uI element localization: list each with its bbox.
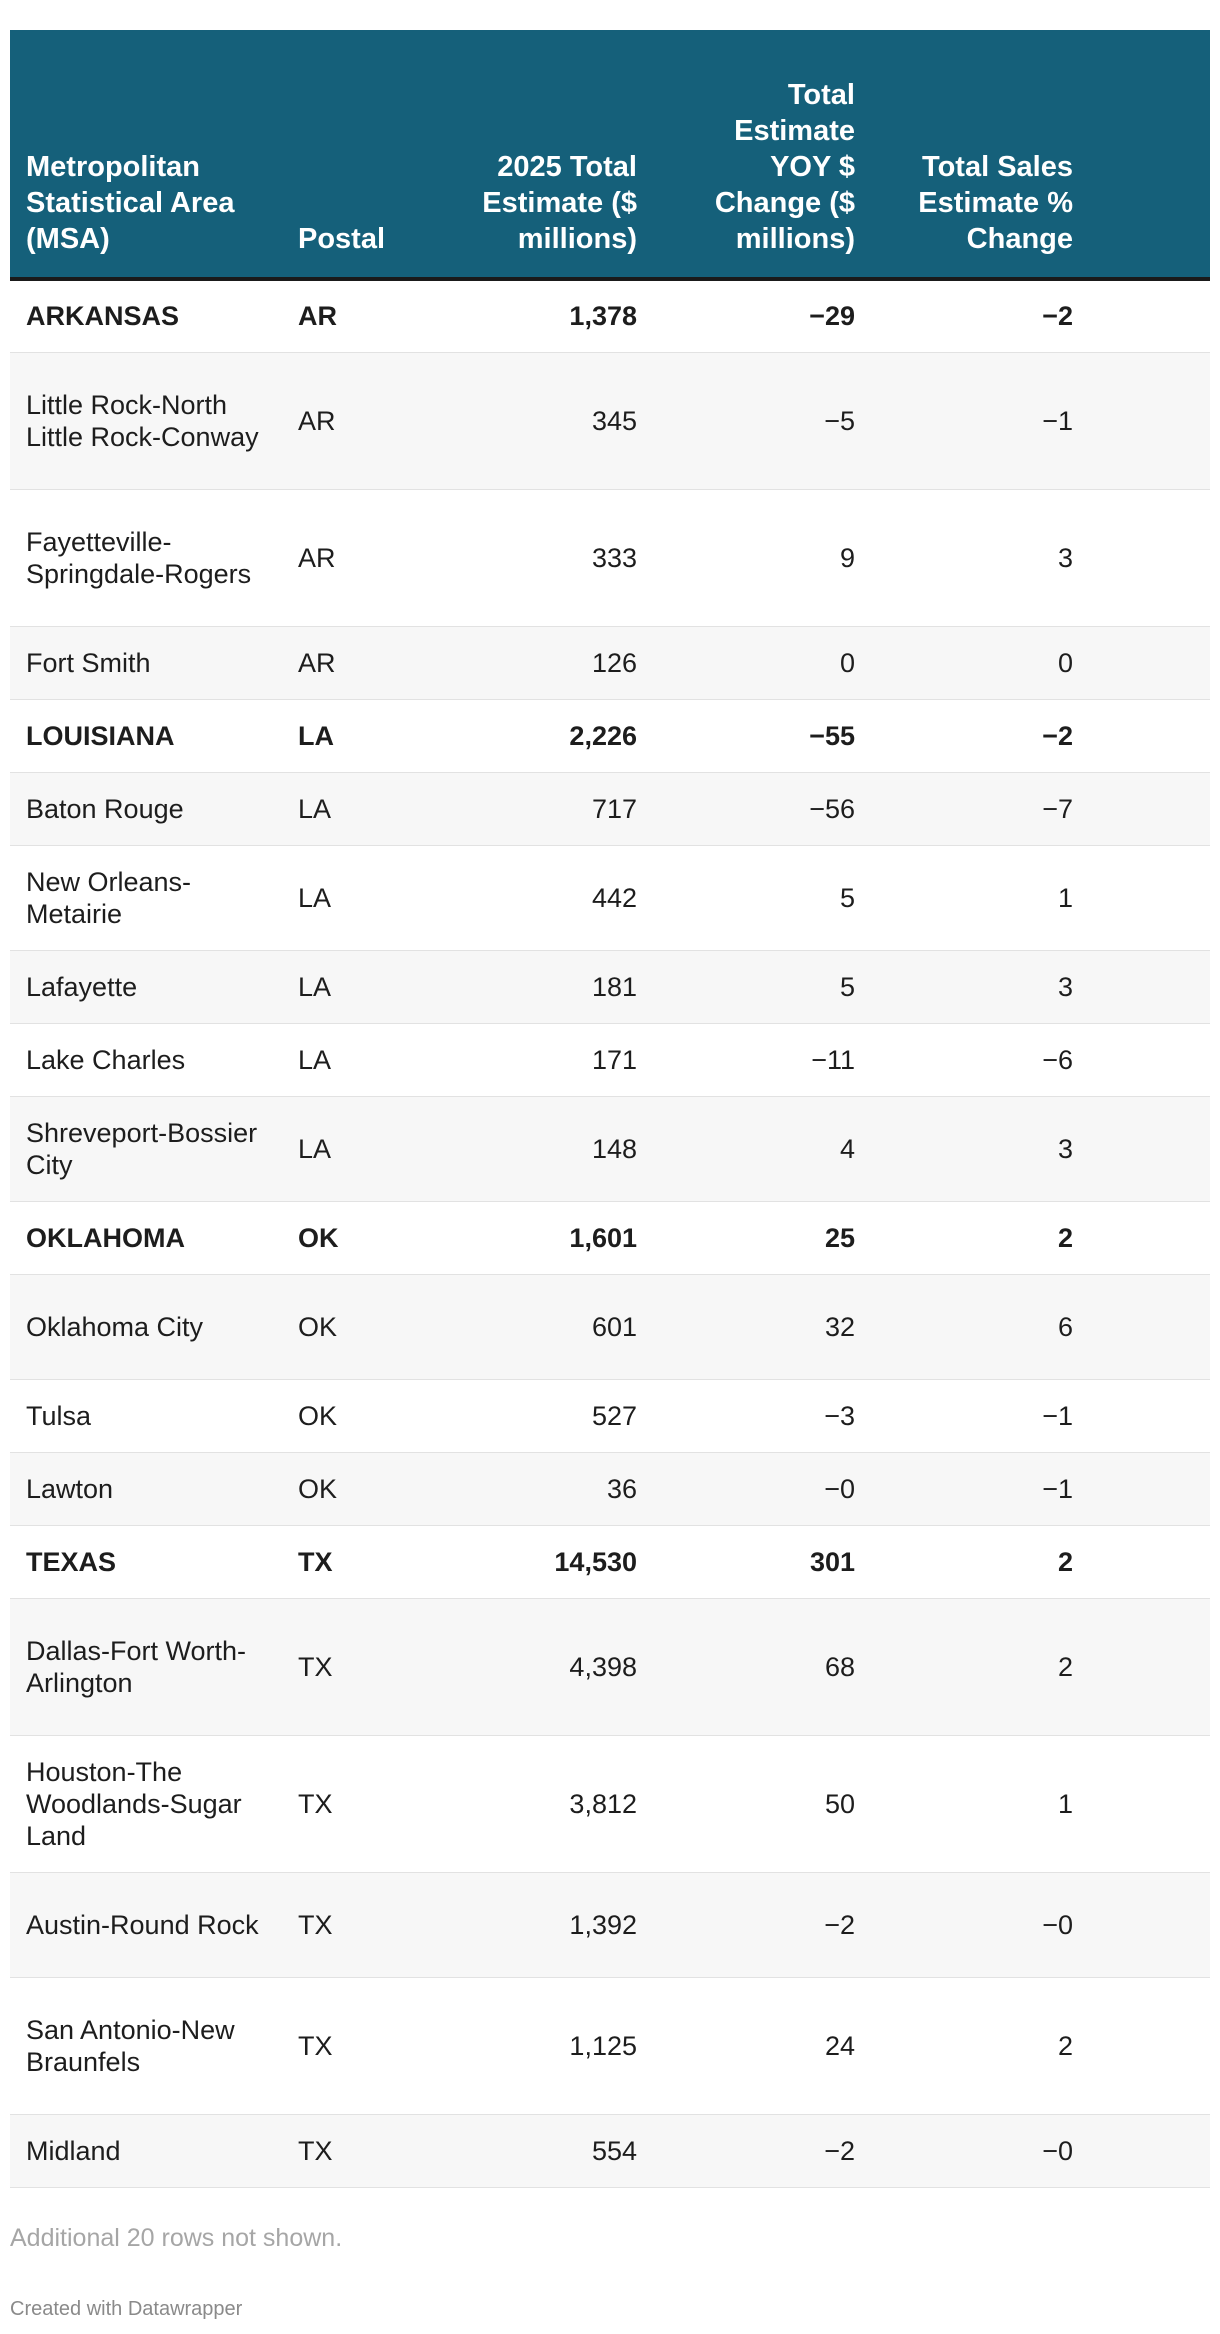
- table-row: [10, 1274, 1210, 1379]
- cell-postal: OK: [298, 1400, 338, 1431]
- cell-spacer: [1089, 489, 1210, 626]
- table-row: [10, 626, 1210, 699]
- header-spacer: [1089, 30, 1210, 279]
- cell-pct-change: −0: [1042, 1909, 1073, 1940]
- cell-total-estimate: 333: [591, 542, 637, 573]
- table-row: [10, 1096, 1210, 1201]
- table-row: [10, 1023, 1210, 1096]
- cell-pct-change: 6: [1057, 1311, 1073, 1342]
- data-table-chart: [10, 30, 1210, 2188]
- cell-yoy-change: 5: [839, 882, 855, 913]
- cell-msa: Midland: [26, 2135, 121, 2166]
- cell-yoy-change: 301: [809, 1546, 855, 1577]
- cell-total-estimate: 2,226: [569, 720, 637, 751]
- cell-total-estimate: 148: [591, 1133, 637, 1164]
- cell-msa: San Antonio-New Braunfels: [26, 2014, 235, 2077]
- cell-msa: LOUISIANA: [26, 720, 175, 751]
- cell-postal: AR: [298, 647, 336, 678]
- cell-postal: TX: [298, 1546, 333, 1577]
- cell-yoy-change: −0: [824, 1473, 855, 1504]
- cell-spacer: [1089, 1452, 1210, 1525]
- cell-spacer: [1089, 772, 1210, 845]
- cell-msa: OKLAHOMA: [26, 1222, 185, 1253]
- cell-msa: Lafayette: [26, 971, 138, 1002]
- cell-postal: OK: [298, 1222, 339, 1253]
- table-row: [10, 489, 1210, 626]
- cell-postal: LA: [298, 971, 332, 1002]
- cell-postal: LA: [298, 1133, 332, 1164]
- cell-spacer: [1089, 1598, 1210, 1735]
- cell-pct-change: 2: [1057, 1222, 1073, 1253]
- cell-yoy-change: 4: [839, 1133, 855, 1164]
- cell-spacer: [1089, 1977, 1210, 2114]
- cell-pct-change: 3: [1057, 1133, 1073, 1164]
- table-notes: Additional 20 rows not shown.: [10, 2224, 343, 2252]
- cell-total-estimate: 1,601: [569, 1222, 637, 1253]
- table-row: [10, 950, 1210, 1023]
- cell-yoy-change: 0: [839, 647, 855, 678]
- cell-msa: Lake Charles: [26, 1044, 186, 1075]
- cell-spacer: [1089, 1274, 1210, 1379]
- cell-msa: Houston-The Woodlands-Sugar Land: [26, 1756, 242, 1851]
- cell-pct-change: 3: [1057, 542, 1073, 573]
- header-pct-change: Total Sales Estimate % Change: [871, 30, 1089, 279]
- cell-total-estimate: 126: [591, 647, 637, 678]
- table-row: [10, 1977, 1210, 2114]
- cell-yoy-change: −55: [809, 720, 855, 751]
- cell-pct-change: −0: [1042, 2135, 1073, 2166]
- header-postal: Postal: [282, 30, 435, 279]
- cell-spacer: [1089, 1201, 1210, 1274]
- cell-pct-change: 1: [1057, 882, 1073, 913]
- cell-msa: TEXAS: [26, 1546, 117, 1577]
- table-row-state: [10, 1201, 1210, 1274]
- cell-msa: Little Rock-North Little Rock-Conway: [26, 389, 259, 452]
- cell-postal: OK: [298, 1311, 338, 1342]
- cell-spacer: [1089, 279, 1210, 352]
- table-row: [10, 1872, 1210, 1977]
- cell-pct-change: −1: [1042, 1473, 1073, 1504]
- cell-postal: AR: [298, 405, 336, 436]
- cell-total-estimate: 4,398: [569, 1651, 637, 1682]
- cell-postal: AR: [298, 301, 337, 332]
- cell-yoy-change: 50: [824, 1788, 855, 1819]
- table-row: [10, 845, 1210, 950]
- cell-msa: Lawton: [26, 1473, 114, 1504]
- cell-pct-change: −6: [1042, 1044, 1073, 1075]
- table-row: [10, 1598, 1210, 1735]
- cell-yoy-change: −2: [824, 1909, 855, 1940]
- cell-msa: Fort Smith: [26, 647, 151, 678]
- msa-table: [10, 30, 1210, 2188]
- cell-spacer: [1089, 950, 1210, 1023]
- table-row-state: [10, 1525, 1210, 1598]
- cell-postal: LA: [298, 882, 332, 913]
- cell-postal: TX: [298, 1788, 333, 1819]
- cell-spacer: [1089, 1023, 1210, 1096]
- cell-pct-change: −2: [1042, 301, 1073, 332]
- cell-postal: TX: [298, 1651, 333, 1682]
- cell-yoy-change: −2: [824, 2135, 855, 2166]
- cell-yoy-change: 9: [839, 542, 855, 573]
- cell-yoy-change: 32: [824, 1311, 855, 1342]
- cell-total-estimate: 527: [591, 1400, 637, 1431]
- cell-msa: Fayetteville-Springdale-Rogers: [26, 526, 252, 589]
- cell-yoy-change: −11: [811, 1044, 855, 1075]
- table-row: [10, 1379, 1210, 1452]
- table-row-state: [10, 279, 1210, 352]
- cell-spacer: [1089, 1096, 1210, 1201]
- cell-yoy-change: −56: [809, 793, 855, 824]
- cell-pct-change: 0: [1057, 647, 1073, 678]
- cell-msa: New Orleans-Metairie: [26, 866, 192, 929]
- cell-pct-change: −2: [1042, 720, 1073, 751]
- cell-postal: TX: [298, 2030, 333, 2061]
- cell-total-estimate: 717: [591, 793, 637, 824]
- header-total-estimate: 2025 Total Estimate ($ millions): [435, 30, 653, 279]
- cell-postal: AR: [298, 542, 336, 573]
- cell-total-estimate: 36: [606, 1473, 637, 1504]
- credit-link[interactable]: Created with Datawrapper: [10, 2298, 243, 2320]
- cell-pct-change: −1: [1042, 1400, 1073, 1431]
- cell-msa: Oklahoma City: [26, 1311, 204, 1342]
- cell-postal: LA: [298, 793, 332, 824]
- cell-msa: Shreveport-Bossier City: [26, 1117, 258, 1180]
- cell-total-estimate: 442: [591, 882, 637, 913]
- cell-pct-change: −1: [1042, 405, 1073, 436]
- cell-total-estimate: 601: [591, 1311, 637, 1342]
- cell-total-estimate: 554: [591, 2135, 637, 2166]
- cell-msa: Tulsa: [26, 1400, 92, 1431]
- table-row: [10, 1452, 1210, 1525]
- cell-spacer: [1089, 1379, 1210, 1452]
- cell-spacer: [1089, 352, 1210, 489]
- header-row: [10, 30, 1210, 279]
- cell-pct-change: −7: [1042, 793, 1073, 824]
- cell-yoy-change: −3: [824, 1400, 855, 1431]
- header-msa: Metropolitan Statistical Area (MSA): [10, 30, 282, 279]
- cell-spacer: [1089, 1525, 1210, 1598]
- table-row: [10, 1735, 1210, 1872]
- cell-pct-change: 2: [1057, 1546, 1073, 1577]
- cell-total-estimate: 14,530: [554, 1546, 637, 1577]
- cell-total-estimate: 181: [591, 971, 637, 1002]
- cell-postal: LA: [298, 720, 334, 751]
- cell-total-estimate: 345: [591, 405, 637, 436]
- cell-msa: Baton Rouge: [26, 793, 184, 824]
- cell-yoy-change: −29: [809, 301, 855, 332]
- cell-pct-change: 1: [1057, 1788, 1073, 1819]
- cell-postal: LA: [298, 1044, 332, 1075]
- cell-total-estimate: 1,392: [569, 1909, 637, 1940]
- cell-msa: ARKANSAS: [26, 301, 180, 332]
- cell-total-estimate: 171: [591, 1044, 637, 1075]
- cell-yoy-change: 24: [824, 2030, 855, 2061]
- cell-yoy-change: 5: [839, 971, 855, 1002]
- cell-msa: Austin-Round Rock: [26, 1909, 259, 1940]
- cell-spacer: [1089, 1872, 1210, 1977]
- cell-spacer: [1089, 699, 1210, 772]
- cell-yoy-change: 68: [824, 1651, 855, 1682]
- cell-postal: TX: [298, 2135, 333, 2166]
- cell-total-estimate: 1,125: [569, 2030, 637, 2061]
- cell-pct-change: 3: [1057, 971, 1073, 1002]
- cell-pct-change: 2: [1057, 1651, 1073, 1682]
- cell-msa: Dallas-Fort Worth-Arlington: [26, 1635, 247, 1698]
- table-header: [10, 30, 1210, 279]
- table-row: [10, 772, 1210, 845]
- cell-postal: OK: [298, 1473, 338, 1504]
- cell-total-estimate: 1,378: [569, 301, 637, 332]
- table-row: [10, 2114, 1210, 2187]
- cell-spacer: [1089, 2114, 1210, 2187]
- cell-spacer: [1089, 1735, 1210, 1872]
- cell-yoy-change: 25: [824, 1222, 855, 1253]
- cell-postal: TX: [298, 1909, 333, 1940]
- cell-spacer: [1089, 845, 1210, 950]
- cell-pct-change: 2: [1057, 2030, 1073, 2061]
- cell-total-estimate: 3,812: [569, 1788, 637, 1819]
- table-row-state: [10, 699, 1210, 772]
- table-body: [10, 279, 1210, 2187]
- cell-yoy-change: −5: [824, 405, 855, 436]
- table-row: [10, 352, 1210, 489]
- header-yoy-change: Total Estimate YOY $ Change ($ millions): [653, 30, 871, 279]
- cell-spacer: [1089, 626, 1210, 699]
